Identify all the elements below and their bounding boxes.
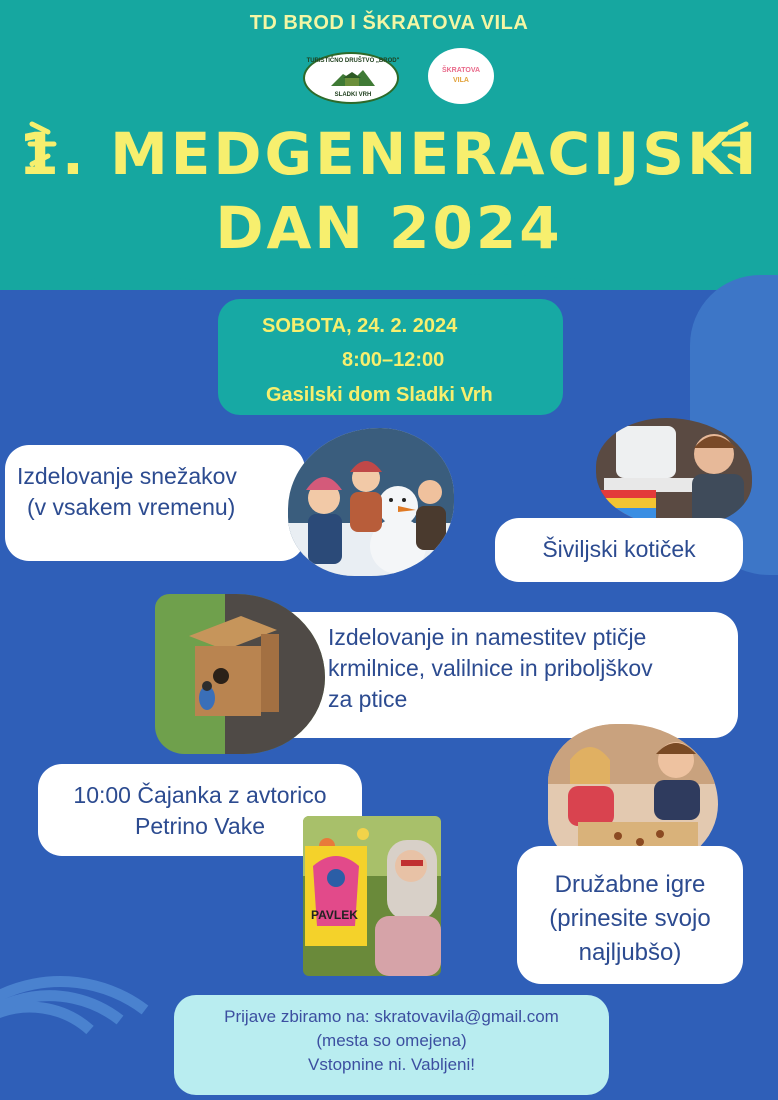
snowman-photo <box>288 428 454 576</box>
activity-snowman-line1: Izdelovanje snežakov <box>17 463 237 489</box>
activity-games-line3: najljubšo) <box>578 939 682 966</box>
registration-footer <box>174 995 609 1095</box>
activity-games-line2: (prinesite svojo <box>549 905 711 932</box>
activity-bird-feeder <box>262 612 738 738</box>
registration-email: Prijave zbiramo na: skratovavila@gmail.com <box>224 1007 559 1026</box>
event-info-box <box>218 299 563 415</box>
author-photo <box>303 816 441 976</box>
activity-games-line1: Družabne igre <box>554 871 706 898</box>
activity-sewing <box>495 518 743 582</box>
activity-board-games <box>517 846 743 984</box>
event-title-line2: DAN 2024 <box>215 194 563 262</box>
td-brod-logo: TURISTIČNO DRUŠTVO „BROD" SLADKI VRH <box>303 52 399 104</box>
limited-places-note: (mesta so omejena) <box>316 1031 467 1050</box>
event-place: Gasilski dom Sladki Vrh <box>266 384 493 406</box>
event-title-line1: 1. MEDGENERACIJSKI <box>18 120 760 188</box>
skratova-vila-logo: ŠKRATOVA VILA <box>428 48 494 104</box>
event-time: 8:00–12:00 <box>342 349 445 371</box>
book-title: PAVLEK <box>311 908 358 922</box>
activity-bird-line2: krmilnice, valilnice in priboljškov <box>328 655 653 681</box>
activity-bird-line1: Izdelovanje in namestitev ptičje <box>328 624 647 650</box>
activity-tea-line1: 10:00 Čajanka z avtorico <box>73 782 327 808</box>
event-date: SOBOTA, 24. 2. 2024 <box>262 315 458 337</box>
activity-snowman-line2: (v vsakem vremenu) <box>27 494 236 520</box>
decorative-rings <box>0 910 160 1100</box>
activity-snowman <box>5 445 305 561</box>
activity-bird-line3: za ptice <box>328 686 408 712</box>
birdhouse-photo <box>155 594 325 754</box>
activity-tea-line2: Petrino Vake <box>135 813 265 839</box>
activity-sewing-label: Šiviljski kotiček <box>542 536 696 562</box>
organizers: TD BROD I ŠKRATOVA VILA <box>249 12 529 34</box>
free-entry-note: Vstopnine ni. Vabljeni! <box>308 1055 475 1074</box>
